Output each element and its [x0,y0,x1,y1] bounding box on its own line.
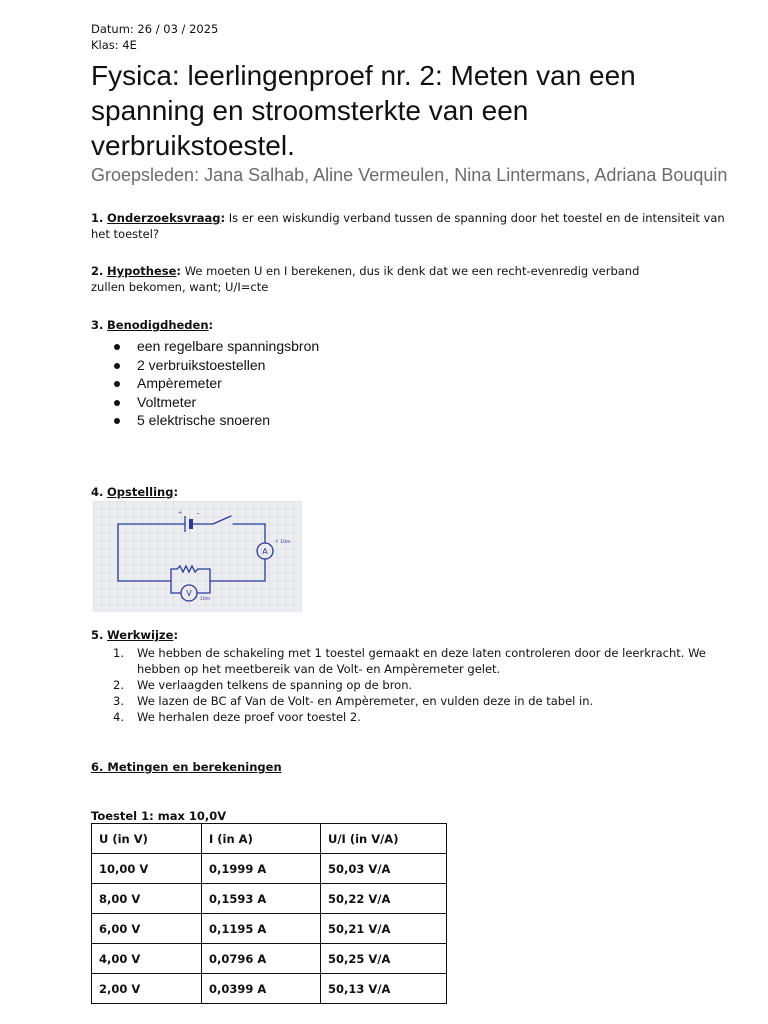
materials-list [91,337,731,430]
table-cell: 50,21 V/A [321,914,447,944]
group-members: Groepsleden: Jana Salhab, Aline Vermeulen, Nina Lintermans, Adriana Bouquin [91,165,728,185]
table-cell: 4,00 V [92,944,202,974]
table-caption: Toestel 1: max 10,0V [91,809,227,823]
section-text: Is er een wiskundig verband tussen de spanning door het toestel en de intensiteit van het toestel? [91,211,725,241]
table-cell: 2,00 V [92,974,202,1004]
section-number: 4. [91,485,104,499]
page-title: Fysica: leerlingenproef nr. 2: Meten van een spanning en stroomsterkte van een verbruikstoestel. [91,60,636,161]
table-header-cell: U (in V) [92,824,202,854]
table-row [92,854,447,884]
circuit-diagram-photo [93,501,302,612]
table-cell: 50,25 V/A [321,944,447,974]
table-cell: 0,1195 A [202,914,321,944]
measurements-table [91,823,447,1004]
class-line: Klas: 4E [91,38,137,52]
section-heading: Werkwijze [107,628,174,642]
procedure-steps [91,645,731,725]
section-number: 1. [91,211,104,225]
list-item: 2 verbruikstoestellen [91,356,731,375]
table-cell: 50,22 V/A [321,884,447,914]
list-item: 3. We lazen de BC af Van de Volt- en Ampèremeter, en vulden deze in de tabel in. [113,694,594,708]
list-item: 1. We hebben de schakeling met 1 toestel gemaakt en deze laten controleren door de leerkracht. We hebben op het meetbereik van de Volt- en Ampèremeter gelet. [113,646,706,676]
section-heading: Hypothese [107,264,177,278]
list-item: een regelbare spanningsbron [91,337,731,356]
table-header-row [92,824,447,854]
section-materials: 3. Benodigdheden: [91,318,214,332]
table-header-cell: U/I (in V/A) [321,824,447,854]
section-hypothesis: 2. Hypothese: We moeten U en I berekenen, dus ik denk dat we een recht-evenredig verband zullen bekomen, want; U/I=cte [91,264,640,294]
svg-text:A: A [262,547,268,556]
table-row [92,944,447,974]
section-measurements-heading: 6. Metingen en berekeningen [91,760,282,774]
list-item: 5 elektrische snoeren [91,411,731,430]
list-item: 4. We herhalen deze proef voor toestel 2. [113,710,361,724]
svg-text:10m: 10m [200,597,211,602]
section-procedure: 5. Werkwijze: 1. We hebben de schakeling met 1 toestel gemaakt en deze laten controleren door de leerkracht. We hebben op het meetbereik van de Volt- en Ampèremeter gelet. 2. We verlaagden telkens de spanning op de bron. 3. We lazen de BC af Van de Volt- en Ampèremeter, en vulden deze in de tabel in. 4. We herhalen deze proef voor toestel 2. [91,627,731,725]
table-row [92,884,447,914]
section-heading: Benodigdheden [107,318,209,332]
svg-text:−: − [196,511,201,517]
svg-text:↑ 10m: ↑ 10m [275,540,291,545]
section-number: 2. [91,264,104,278]
section-number: 3. [91,318,104,332]
svg-text:V: V [186,589,192,598]
table-cell: 6,00 V [92,914,202,944]
table-cell: 0,0399 A [202,974,321,1004]
section-setup: 4. Opstelling: [91,485,179,499]
list-item: 2. We verlaagden telkens de spanning op de bron. [113,678,413,692]
table-header-cell: I (in A) [202,824,321,854]
table-cell: 50,03 V/A [321,854,447,884]
section-research-question: 1. Onderzoeksvraag: Is er een wiskundig verband tussen de spanning door het toestel en de intensiteit van het toestel? [91,211,725,241]
table-cell: 50,13 V/A [321,974,447,1004]
date-line: Datum: 26 / 03 / 2025 [91,22,219,36]
table-cell: 8,00 V [92,884,202,914]
table-row [92,914,447,944]
table-cell: 0,1999 A [202,854,321,884]
table-cell: 0,1593 A [202,884,321,914]
list-item: Voltmeter [91,393,731,412]
table-cell: 10,00 V [92,854,202,884]
section-text-line1: We moeten U en I berekenen, dus ik denk dat we een recht-evenredig verband [184,264,640,278]
list-item: Ampèremeter [91,374,731,393]
table-row [92,974,447,1004]
section-text-line2: zullen bekomen, want; U/I=cte [91,280,269,294]
section-number: 5. [91,628,104,642]
table-cell: 0,0796 A [202,944,321,974]
svg-text:+: + [178,510,183,516]
section-heading: Onderzoeksvraag [107,211,221,225]
section-heading: Opstelling [107,485,174,499]
